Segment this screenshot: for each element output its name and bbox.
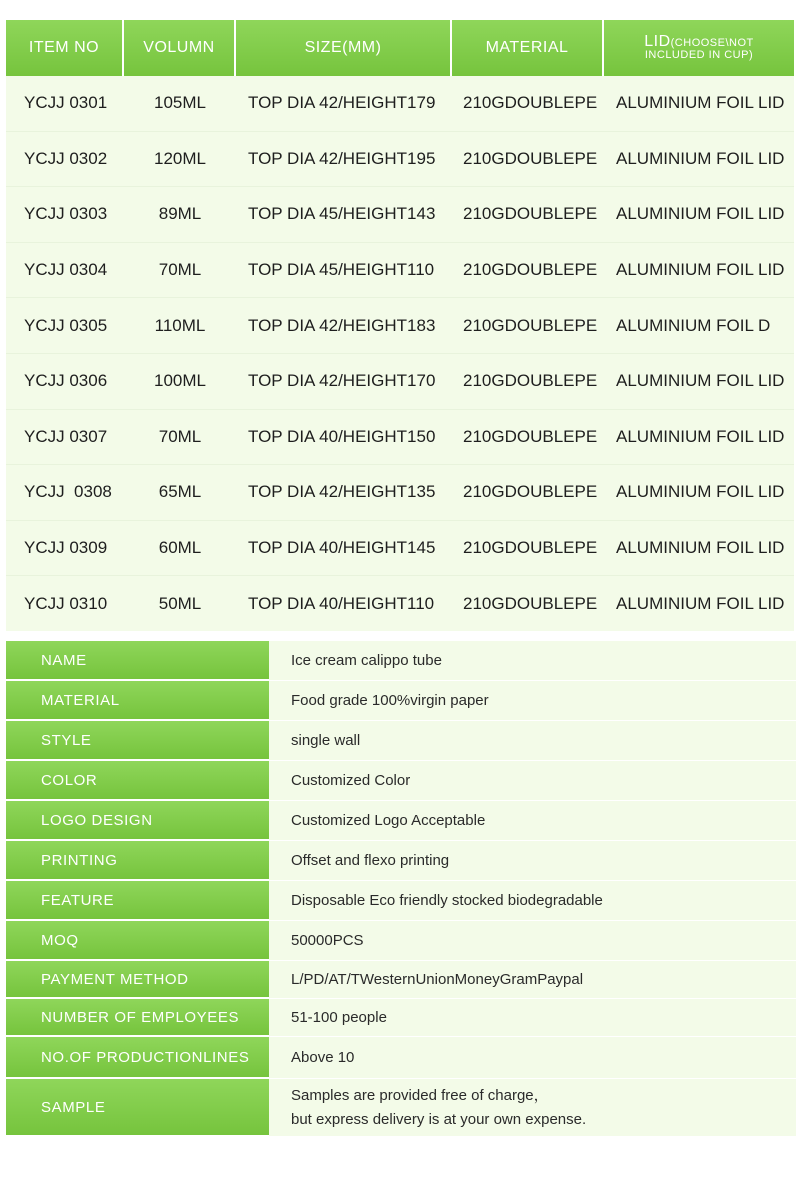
spec-key: PAYMENT METHOD [6,961,269,999]
spec-key: NUMBER OF EMPLOYEES [6,999,269,1037]
cell-lid: ALUMINIUM FOIL LID [616,538,785,558]
cell-lid: ALUMINIUM FOIL LID [616,593,785,613]
cell-material: 210GDOUBLEPE [463,538,598,558]
spec-value-line: Ice cream calippo tube [291,651,442,669]
product-table-header [6,20,794,76]
spec-key: SAMPLE [6,1079,269,1137]
cell-lid: ALUMINIUM FOIL LID [616,93,785,113]
spec-key: NAME [6,641,269,681]
spec-key: NO.OF PRODUCTIONLINES [6,1037,269,1079]
cell-material: 210GDOUBLEPE [463,371,598,391]
spec-value [269,921,796,961]
spec-value-line: Disposable Eco friendly stocked biodegradable [291,891,603,909]
spec-value [269,721,796,761]
cell-size: TOP DIA 42/HEIGHT135 [248,482,436,502]
table-row [6,243,794,299]
spec-row [6,641,796,681]
table-row [6,576,794,631]
spec-value-line: but express delivery is at your own expense. [291,1110,587,1128]
spec-value-line: Above 10 [291,1048,355,1066]
spec-row [6,841,796,881]
cell-volume: 65ML [158,482,202,502]
spec-key: COLOR [6,761,269,801]
spec-value [269,961,796,999]
cell-item-no: YCJJ 0309 [24,538,108,558]
table-row [6,298,794,354]
cell-lid: ALUMINIUM FOIL D [616,315,771,335]
spec-row [6,1037,796,1079]
spec-key: MOQ [6,921,269,961]
header-item-no: ITEM NO [6,20,124,76]
table-row [6,132,794,188]
cell-lid: ALUMINIUM FOIL LID [616,371,785,391]
spec-key: PRINTING [6,841,269,881]
spec-row [6,921,796,961]
spec-row [6,1079,796,1137]
cell-item-no: YCJJ 0307 [24,426,108,446]
cell-lid: ALUMINIUM FOIL LID [616,260,785,280]
cell-lid: ALUMINIUM FOIL LID [616,204,785,224]
spec-value-line: 50000PCS [291,931,364,949]
spec-value [269,641,796,681]
spec-value [269,841,796,881]
spec-value [269,681,796,721]
cell-item-no: YCJJ 0303 [24,204,108,224]
cell-volume: 110ML [154,315,206,335]
cell-volume: 50ML [158,593,202,613]
spec-row [6,801,796,841]
cell-material: 210GDOUBLEPE [463,148,598,168]
spec-table [6,641,796,1137]
spec-row [6,999,796,1037]
cell-size: TOP DIA 42/HEIGHT195 [248,148,436,168]
cell-material: 210GDOUBLEPE [463,482,598,502]
cell-volume: 70ML [158,260,202,280]
header-lid-main: LID [644,32,671,50]
spec-value-line: 51-100 people [291,1008,387,1026]
spec-value-line: L/PD/AT/TWesternUnionMoneyGramPaypal [291,970,584,988]
spec-key: MATERIAL [6,681,269,721]
cell-size: TOP DIA 40/HEIGHT110 [248,593,435,613]
cell-volume: 120ML [154,148,206,168]
cell-size: TOP DIA 45/HEIGHT110 [248,260,435,280]
cell-lid: ALUMINIUM FOIL LID [616,148,785,168]
spec-value [269,1037,796,1079]
cell-volume: 100ML [154,371,206,391]
table-row [6,354,794,410]
cell-volume: 105ML [154,93,206,113]
table-row [6,521,794,577]
spec-value-line: Offset and flexo printing [291,851,450,869]
spec-key: LOGO DESIGN [6,801,269,841]
cell-material: 210GDOUBLEPE [463,93,598,113]
product-table-body [6,76,794,631]
spec-value [269,1079,796,1137]
header-lid-sub2: INCLUDED IN CUP) [644,48,754,61]
spec-key: FEATURE [6,881,269,921]
header-volumn: VOLUMN [124,20,236,76]
cell-volume: 89ML [158,204,202,224]
spec-row [6,961,796,999]
table-row [6,76,794,132]
cell-lid: ALUMINIUM FOIL LID [616,482,785,502]
spec-row [6,681,796,721]
cell-lid: ALUMINIUM FOIL LID [616,426,785,446]
spec-row [6,721,796,761]
cell-size: TOP DIA 40/HEIGHT145 [248,538,436,558]
cell-volume: 70ML [158,426,202,446]
cell-size: TOP DIA 42/HEIGHT179 [248,93,436,113]
cell-item-no: YCJJ 0301 [24,93,108,113]
cell-material: 210GDOUBLEPE [463,593,598,613]
cell-item-no: YCJJ 0310 [24,593,108,613]
cell-material: 210GDOUBLEPE [463,426,598,446]
cell-size: TOP DIA 42/HEIGHT183 [248,315,436,335]
cell-item-no: YCJJ 0308 [24,482,112,502]
header-lid-sub1: (CHOOSE\NOT [670,36,754,49]
spec-value-line: Food grade 100%virgin paper [291,691,489,709]
cell-item-no: YCJJ 0302 [24,148,108,168]
cell-material: 210GDOUBLEPE [463,315,598,335]
cell-item-no: YCJJ 0305 [24,315,108,335]
spec-value [269,881,796,921]
cell-size: TOP DIA 40/HEIGHT150 [248,426,436,446]
cell-volume: 60ML [158,538,202,558]
table-row [6,410,794,466]
header-material: MATERIAL [452,20,604,76]
spec-key: STYLE [6,721,269,761]
spec-value-line: Customized Logo Acceptable [291,811,486,829]
cell-material: 210GDOUBLEPE [463,260,598,280]
spec-value-line: Customized Color [291,771,411,789]
spec-row [6,881,796,921]
spec-value [269,999,796,1037]
cell-material: 210GDOUBLEPE [463,204,598,224]
spec-value-line: single wall [291,731,361,749]
cell-size: TOP DIA 42/HEIGHT170 [248,371,436,391]
header-lid [604,20,794,76]
spec-value-line: Samples are provided free of charge， [291,1086,549,1104]
table-row [6,187,794,243]
product-table [6,20,794,631]
cell-item-no: YCJJ 0306 [24,371,108,391]
spec-value [269,801,796,841]
cell-item-no: YCJJ 0304 [24,260,108,280]
spec-value [269,761,796,801]
cell-size: TOP DIA 45/HEIGHT143 [248,204,436,224]
table-row [6,465,794,521]
header-size: SIZE(MM) [236,20,452,76]
spec-row [6,761,796,801]
